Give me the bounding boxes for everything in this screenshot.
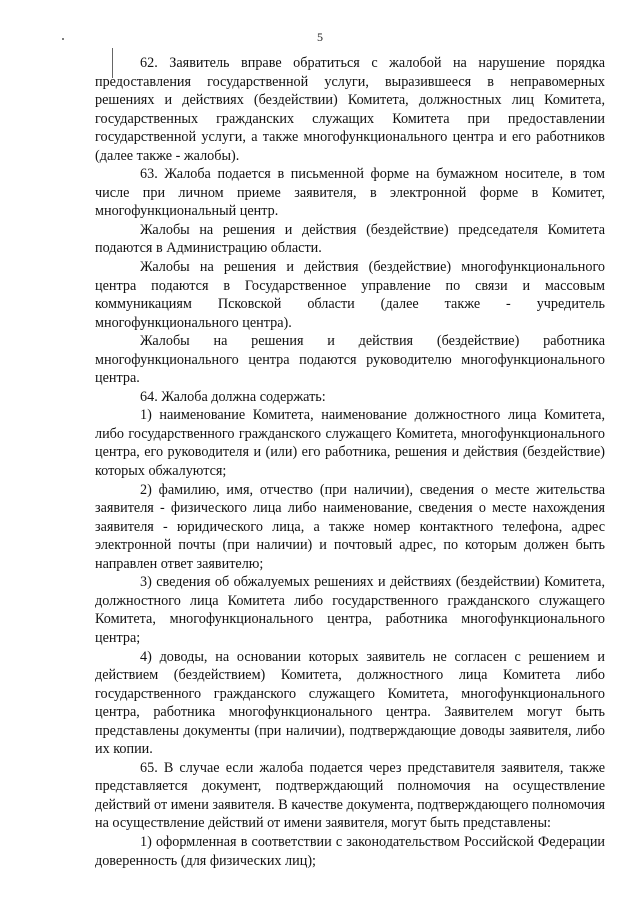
list-item-64-2: 2) фамилию, имя, отчество (при наличии), сведения о месте жительства заявителя - физического лица либо наименование, сведения о месте нахождения заявителя - юридического лица, а также номер контактного телефона, адрес электронной почты (при наличии) и почтовый адрес, по которым должен быть направлен ответ заявителю; bbox=[95, 481, 605, 572]
list-item-64-4: 4) доводы, на основании которых заявитель не согласен с решением и действием (бездействием) Комитета, должностного лица Комитета либо государственного гражданского служащего Комитета, многофункционального центра, работника многофункционального центра. Заявителем могут быть представлены документы (при наличии), подтверждающие доводы заявителя, либо их копии. bbox=[95, 648, 605, 758]
paragraph-complaints-mfc: Жалобы на решения и действия (бездействие) многофункционального центра подаются в Государственное управление по связи и массовым коммуникациям Псковской области (далее также - учредитель многофункционального центра). bbox=[95, 259, 605, 331]
paragraph-complaints-mfc-worker: Жалобы на решения и действия (бездействие) работника многофункционального центра подаются руководителю многофункционального центра. bbox=[95, 333, 605, 387]
paragraph-64: 64. Жалоба должна содержать: bbox=[140, 388, 326, 405]
list-item-64-1: 1) наименование Комитета, наименование должностного лица Комитета, либо государственного гражданского служащего Комитета, многофункционального центра, его руководителя и (или) его работника, решения и действия (бездействие) которых обжалуются; bbox=[95, 407, 605, 480]
paragraph-complaints-chairman: Жалобы на решения и действия (бездействие) председателя Комитета подаются в Администрацию области. bbox=[95, 221, 605, 257]
paragraph-62: 62. Заявитель вправе обратиться с жалобой на нарушение порядка предоставления государственной услуги, выразившееся в неправомерных решениях и действиях (бездействии) Комитета, должностных лиц Комитета, государственных гражданских служащих Комитета при предоставлении государственной услуги, а также многофункционального центра и его работников (далее также - жалобы). bbox=[95, 55, 605, 164]
paragraph-65: 65. В случае если жалоба подается через представителя заявителя, также представляется документ, подтверждающий полномочия на осуществление действий от имени заявителя. В качестве документа, подтверждающего полномочия на осуществление действий от имени заявителя, могут быть представлены: bbox=[95, 759, 605, 832]
paragraph-63: 63. Жалоба подается в письменной форме на бумажном носителе, в том числе при личном приеме заявителя, в электронной форме в Комитет, многофункциональный центр. bbox=[95, 166, 605, 220]
document-body bbox=[95, 54, 605, 870]
page-number: 5 bbox=[317, 30, 323, 44]
list-item-64-3: 3) сведения об обжалуемых решениях и действиях (бездействии) Комитета, должностного лица Комитета либо государственного гражданского служащего Комитета, многофункционального центра, работника многофункционального центра; bbox=[95, 574, 605, 646]
scan-speck bbox=[62, 38, 64, 40]
list-item-65-1: 1) оформленная в соответствии с законодательством Российской Федерации доверенность (для физических лиц); bbox=[95, 833, 605, 869]
